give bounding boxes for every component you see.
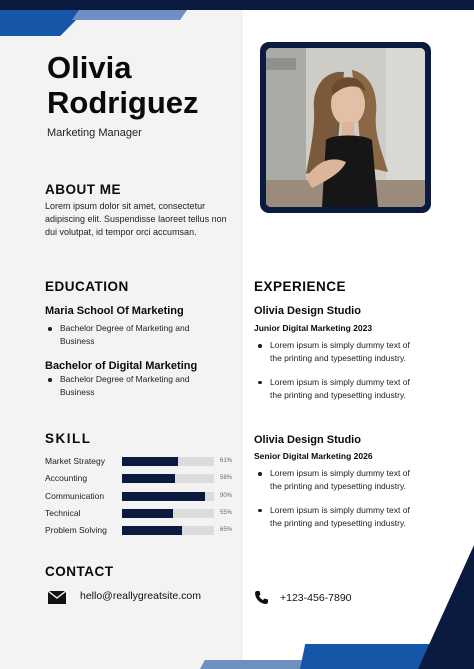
experience-title-2: Senior Digital Marketing 2026 [254,451,373,461]
top-light-shape [72,10,187,20]
skill-bar-fill [122,492,205,501]
skill-percent: 65% [220,527,233,533]
experience-heading: EXPERIENCE [254,279,347,294]
envelope-icon [48,591,66,609]
skill-bar-track [122,492,214,501]
experience-bullet: Lorem ipsum is simply dummy text of the printing and typesetting industry. [256,376,416,403]
skill-row [45,454,235,468]
skill-name: Communication [45,491,105,501]
about-heading: ABOUT ME [45,182,121,197]
skill-percent: 55% [220,510,233,516]
top-dark-band [0,0,474,10]
education-detail-2: Bachelor Degree of Marketing and Business [46,373,216,400]
skill-name: Market Strategy [45,456,105,466]
education-heading: EDUCATION [45,279,129,294]
skill-bar-track [122,509,214,518]
skill-row [45,523,235,537]
education-school-1: Maria School Of Marketing [45,305,184,317]
profile-photo [266,48,425,207]
profile-photo-frame [260,42,431,213]
skill-percent: 58% [220,475,233,481]
bottom-dark-shape [418,545,474,669]
experience-company-1: Olivia Design Studio [254,305,361,317]
skill-name: Accounting [45,473,88,483]
experience-bullet: Lorem ipsum is simply dummy text of the printing and typesetting industry. [256,504,416,531]
experience-bullet: Lorem ipsum is simply dummy text of the printing and typesetting industry. [256,339,416,366]
education-school-2: Bachelor of Digital Marketing [45,360,198,372]
bottom-blue-shape [300,644,430,669]
skill-percent: 61% [220,458,233,464]
experience-company-2: Olivia Design Studio [254,434,361,446]
about-text: Lorem ipsum dolor sit amet, consectetur adipiscing elit. Suspendisse laoreet tellus non dui volutpat, id tempor orci accumsan. [45,201,227,238]
skill-row [45,471,235,485]
skill-bar-fill [122,474,175,483]
skill-bar-fill [122,457,178,466]
education-detail-list-1 [46,322,216,349]
candidate-name [47,50,199,120]
last-name: Rodriguez [47,85,199,120]
portrait-image [266,48,425,207]
skill-heading: SKILL [45,431,92,446]
contact-heading: CONTACT [45,564,114,579]
experience-title-1: Junior Digital Marketing 2023 [254,323,373,333]
phone-text: +123-456-7890 [280,592,352,604]
experience-bullets-1 [256,339,416,413]
skill-bar-fill [122,509,173,518]
skill-name: Problem Solving [45,525,107,535]
skill-percent: 90% [220,493,233,499]
education-detail-1: Bachelor Degree of Marketing and Business [46,322,216,349]
skill-bar-fill [122,526,182,535]
skill-row [45,506,235,520]
skill-bar-track [122,474,214,483]
skill-bar-track [122,457,214,466]
experience-bullet: Lorem ipsum is simply dummy text of the printing and typesetting industry. [256,467,416,494]
skill-name: Technical [45,508,81,518]
education-detail-list-2 [46,373,216,400]
phone-icon [254,590,269,610]
email-text: hello@reallygreatsite.com [80,590,201,602]
job-title: Marketing Manager [47,127,142,139]
skill-row [45,489,235,503]
experience-bullets-2 [256,467,416,541]
skill-bar-track [122,526,214,535]
first-name: Olivia [47,50,132,85]
